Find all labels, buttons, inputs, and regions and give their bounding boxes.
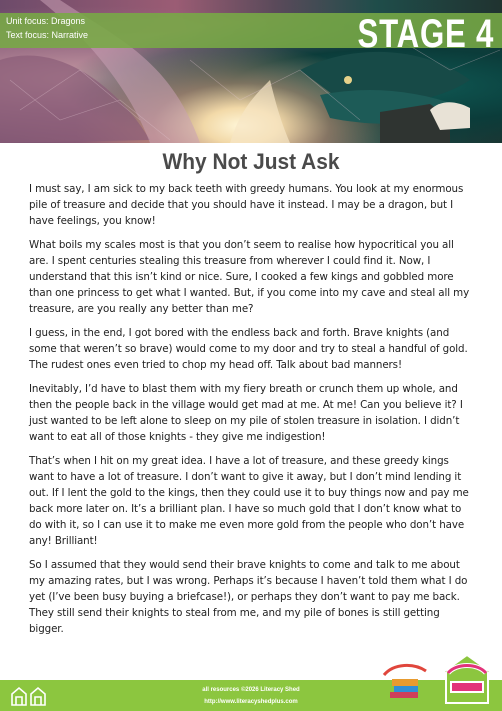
copyright-text: all resources ©2026 Literacy Shed	[202, 687, 300, 693]
story-body	[29, 181, 475, 645]
reading-around-logo	[376, 657, 436, 707]
footer-url[interactable]: http://www.literacyshedplus.com	[204, 699, 298, 705]
paragraph: I must say, I am sick to my back teeth with greedy humans. You look at my enormous pile of treasure and decide that you should have it instead. I may be a dragon, but I have feelings, you know!	[29, 183, 464, 227]
paragraph: What boils my scales most is that you don’t seem to realise how hypocritical you all are. I spent centuries stealing this treasure from wherever I could find it. Now, I understand that this isn’t kind or nice. Sure, I cooked a few kings and gobbled more than one princess to get what I wanted. But, if you come into my cave and steal all my treasure, are you really any better than me?	[29, 239, 470, 315]
shed-icon	[12, 688, 26, 705]
literacy-shed-logo	[438, 651, 496, 705]
unit-focus: Unit focus: Dragons	[6, 16, 86, 26]
paragraph: Inevitably, I’d have to blast them with my fiery breath or crunch them up whole, and then the people back in the village would get mad at me. At me! Can you believe it? I just wanted to be left alone to sleep on my pile of stolen treasure in isolation. I didn’t want to eat all of those knights - they give me indigestion!	[29, 383, 463, 443]
header-banner	[0, 0, 502, 143]
shed-icon	[31, 688, 45, 705]
paragraph: I guess, in the end, I got bored with the endless back and forth. Brave knights (and some that weren’t so brave) would come to my door and try to steal a handful of gold. The rudest ones even tried to chop my head off. Talk about bad manners!	[29, 327, 468, 371]
paragraph: That’s when I hit on my great idea. I have a lot of treasure, and these greedy kings want to have a lot of treasure. I don’t want to give it away, but I don’t mind lending it out. If I lent the gold to the kings, then they could use it to buy things now and pay me back more later on. It’s a brilliant plan. I have so much gold that I don’t know what to do with it, so I can use it to make me even more gold from the people who don’t have any! Brilliant!	[29, 455, 469, 547]
stage-label: STAGE 4	[357, 12, 494, 56]
shed-icons	[10, 685, 50, 707]
text-focus: Text focus: Narrative	[6, 30, 89, 40]
page-title: Why Not Just Ask	[162, 149, 340, 174]
paragraph: So I assumed that they would send their brave knights to come and talk to me about my amazing rates, but I was wrong. Perhaps it’s because I haven’t told them what I do yet (I’ve been busy buying a briefcase!), or perhaps they don’t want to pay me back. They still send their knights to steal from me, and my pile of bones is still getting bigger.	[29, 559, 468, 635]
